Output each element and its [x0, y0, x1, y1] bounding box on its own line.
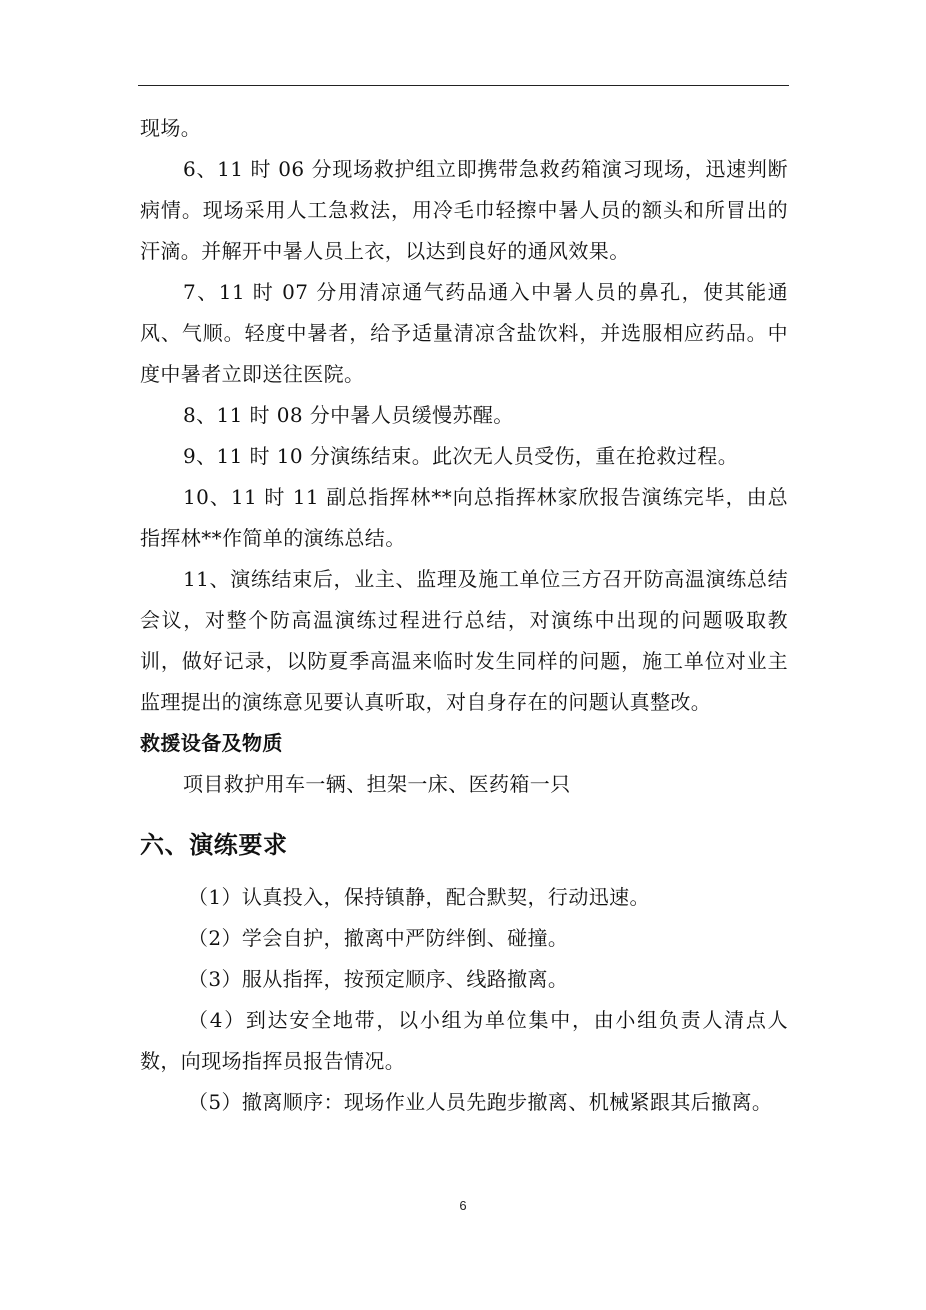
paragraph-step-8: 8、11 时 08 分中暑人员缓慢苏醒。 [183, 403, 514, 427]
paragraph-continuation: 现场。 [140, 116, 202, 140]
document-body [140, 108, 788, 1123]
paragraph-step-11: 11、演练结束后，业主、监理及施工单位三方召开防高温演练总结会议，对整个防高温演练过程进行总结，对演练中出现的问题吸取教训，做好记录，以防夏季高温来临时发生同样的问题，施工单位对业主监理提出的演练意见要认真听取，对自身存在的问题认真整改。 [140, 567, 788, 714]
requirement-item-3: （3）服从指挥，按预定顺序、线路撤离。 [188, 967, 569, 991]
requirement-item-1: （1）认真投入，保持镇静，配合默契，行动迅速。 [188, 885, 650, 909]
paragraph-step-6: 6、11 时 06 分现场救护组立即携带急救药箱演习现场，迅速判断病情。现场采用人工急救法，用冷毛巾轻擦中暑人员的额头和所冒出的汗滴。并解开中暑人员上衣，以达到良好的通风效果。 [140, 157, 788, 263]
rescue-equipment-heading: 救援设备及物质 [140, 731, 283, 755]
requirement-item-5: （5）撤离顺序：现场作业人员先跑步撤离、机械紧跟其后撤离。 [188, 1090, 773, 1114]
requirement-item-4: （4）到达安全地带，以小组为单位集中，由小组负责人清点人数，向现场指挥员报告情况。 [140, 1008, 788, 1073]
paragraph-step-9: 9、11 时 10 分演练结束。此次无人员受伤，重在抢救过程。 [183, 444, 739, 468]
section-heading-drill-requirements: 六、演练要求 [140, 831, 288, 859]
rescue-equipment-text: 项目救护用车一辆、担架一床、医药箱一只 [183, 772, 571, 796]
page-number: 6 [459, 1198, 467, 1213]
paragraph-step-7: 7、11 时 07 分用清凉通气药品通入中暑人员的鼻孔，使其能通风、气顺。轻度中暑者，给予适量清凉含盐饮料，并选服相应药品。中度中暑者立即送往医院。 [140, 280, 788, 386]
paragraph-step-10: 10、11 时 11 副总指挥林**向总指挥林家欣报告演练完毕，由总指挥林**作简单的演练总结。 [140, 485, 788, 550]
header-rule [138, 85, 789, 86]
requirement-item-2: （2）学会自护，撤离中严防绊倒、碰撞。 [188, 926, 569, 950]
